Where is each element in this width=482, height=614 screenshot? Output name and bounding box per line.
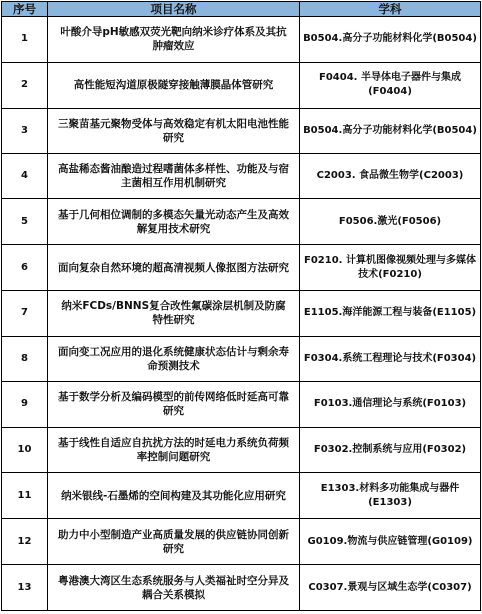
subject-cell: B0504.高分子功能材料化学(B0504) [300,108,481,153]
row-number: 5 [2,199,48,245]
table-row [2,427,481,473]
row-number: 12 [2,519,48,565]
table-row [2,473,481,519]
project-name: 面向变工况应用的退化系统健康状态估计与剩余寿命预测技术 [48,336,300,381]
row-number: 1 [2,17,48,63]
table-header-row [2,2,481,17]
subject-cell: E1303.材料多功能集成与器件(E1303) [300,473,481,519]
table-row [2,199,481,245]
project-name: 高性能短沟道原极隧穿接触薄膜晶体管研究 [48,62,300,108]
table-row [2,381,481,427]
header-name: 项目名称 [48,2,300,17]
subject-cell: F0103.通信理论与系统(F0103) [300,381,481,427]
row-number: 10 [2,427,48,473]
subject-cell: F0506.激光(F0506) [300,199,481,245]
table-row [2,336,481,381]
row-number: 11 [2,473,48,519]
table-row [2,108,481,153]
project-name: 助力中小型制造产业高质量发展的供应链协同创新研究 [48,519,300,565]
project-name: 高盐稀态酱油酿造过程嗜菌体多样性、功能及与宿主菌相互作用机制研究 [48,153,300,199]
project-name: 纳米FCDs/BNNS复合改性氟碳涂层机制及防腐特性研究 [48,291,300,337]
table-row [2,565,481,611]
subject-cell: B0504.高分子功能材料化学(B0504) [300,17,481,63]
row-number: 8 [2,336,48,381]
row-number: 2 [2,62,48,108]
subject-cell: E1105.海洋能源工程与装备(E1105) [300,291,481,337]
header-subject: 学科 [300,2,481,17]
row-number: 6 [2,245,48,291]
subject-cell: F0404. 半导体电子器件与集成(F0404) [300,62,481,108]
table-row [2,153,481,199]
project-name: 三聚苗基元聚物受体与高效稳定有机太阳电池性能研究 [48,108,300,153]
row-number: 7 [2,291,48,337]
row-number: 9 [2,381,48,427]
project-name: 基于线性自适应自抗扰方法的时延电力系统负荷频率控制问题研究 [48,427,300,473]
table-row [2,291,481,337]
project-name: 粤港澳大湾区生态系统服务与人类福祉时空分异及耦合关系模拟 [48,565,300,611]
row-number: 13 [2,565,48,611]
project-name: 纳米银线-石墨烯的空间构建及其功能化应用研究 [48,473,300,519]
header-no: 序号 [2,2,48,17]
table-row [2,519,481,565]
table-row [2,245,481,291]
table-row [2,62,481,108]
project-name: 基于几何相位调制的多模态矢量光动态产生及高效解复用技术研究 [48,199,300,245]
row-number: 4 [2,153,48,199]
subject-cell: F0302.控制系统与应用(F0302) [300,427,481,473]
table-body [2,17,481,611]
subject-cell: G0109.物流与供应链管理(G0109) [300,519,481,565]
project-table [1,1,481,611]
table-row [2,17,481,63]
project-name: 叶酸介导pH敏感双荧光靶向纳米诊疗体系及其抗肿瘤效应 [48,17,300,63]
project-name: 基于数学分析及编码模型的前传网络低时延高可靠研究 [48,381,300,427]
row-number: 3 [2,108,48,153]
subject-cell: F0210. 计算机图像视频处理与多媒体技术(F0210) [300,245,481,291]
subject-cell: C0307.景观与区域生态学(C0307) [300,565,481,611]
subject-cell: C2003. 食品微生物学(C2003) [300,153,481,199]
subject-cell: F0304.系统工程理论与技术(F0304) [300,336,481,381]
project-name: 面向复杂自然环境的超高清视频人像抠图方法研究 [48,245,300,291]
